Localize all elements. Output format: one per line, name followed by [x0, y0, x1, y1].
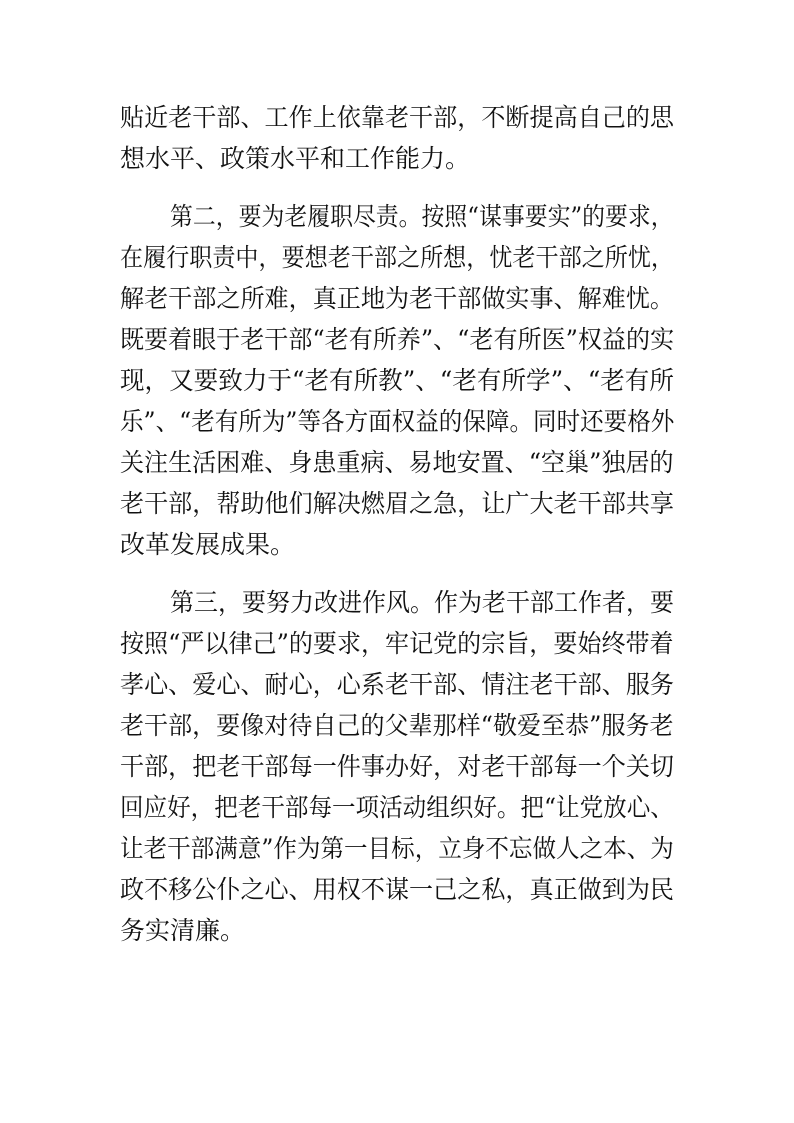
text-line: 关注生活困难、身患重病、易地安置、“空巢”独居的 — [120, 448, 674, 477]
text-line: 乐”、“老有所为”等各方面权益的保障。同时还要格外 — [120, 407, 675, 436]
text-line: 老干部，要像对待自己的父辈那样“敬爱至恭”服务老 — [120, 711, 674, 740]
text-line: 想水平、政策水平和工作能力。 — [120, 144, 471, 173]
text-line: 干部，把老干部每一件事办好，对老干部每一个关切 — [120, 752, 675, 781]
text-line: 改革发展成果。 — [120, 530, 296, 559]
text-line: 回应好，把老干部每一项活动组织好。把“让党放心、 — [120, 793, 674, 822]
text-line: 政不移公仆之心、用权不谋一己之私，真正做到为民 — [120, 875, 675, 904]
paragraph-first-line: 第三，要努力改进作风。作为老干部工作者，要 — [170, 588, 675, 617]
text-line: 贴近老干部、工作上依靠老干部，不断提高自己的思 — [120, 103, 675, 132]
text-line: 按照“严以律己”的要求，牢记党的宗旨，要始终带着 — [120, 629, 674, 658]
text-line: 让老干部满意”作为第一目标，立身不忘做人之本、为 — [120, 834, 674, 863]
text-line: 务实清廉。 — [120, 916, 246, 945]
text-line: 解老干部之所难，真正地为老干部做实事、解难忧。 — [120, 284, 675, 313]
text-line: 孝心、爱心、耐心，心系老干部、情注老干部、服务 — [120, 670, 675, 699]
text-line: 在履行职责中，要想老干部之所想，忧老干部之所忧， — [120, 243, 674, 272]
text-line: 既要着眼于老干部“老有所养”、“老有所医”权益的实 — [120, 325, 675, 354]
paragraph-first-line: 第二，要为老履职尽责。按照“谋事要实”的要求， — [170, 202, 674, 231]
text-line: 现，又要致力于“老有所教”、“老有所学”、“老有所 — [120, 366, 674, 395]
text-line: 老干部，帮助他们解决燃眉之急，让广大老干部共享 — [120, 489, 675, 518]
